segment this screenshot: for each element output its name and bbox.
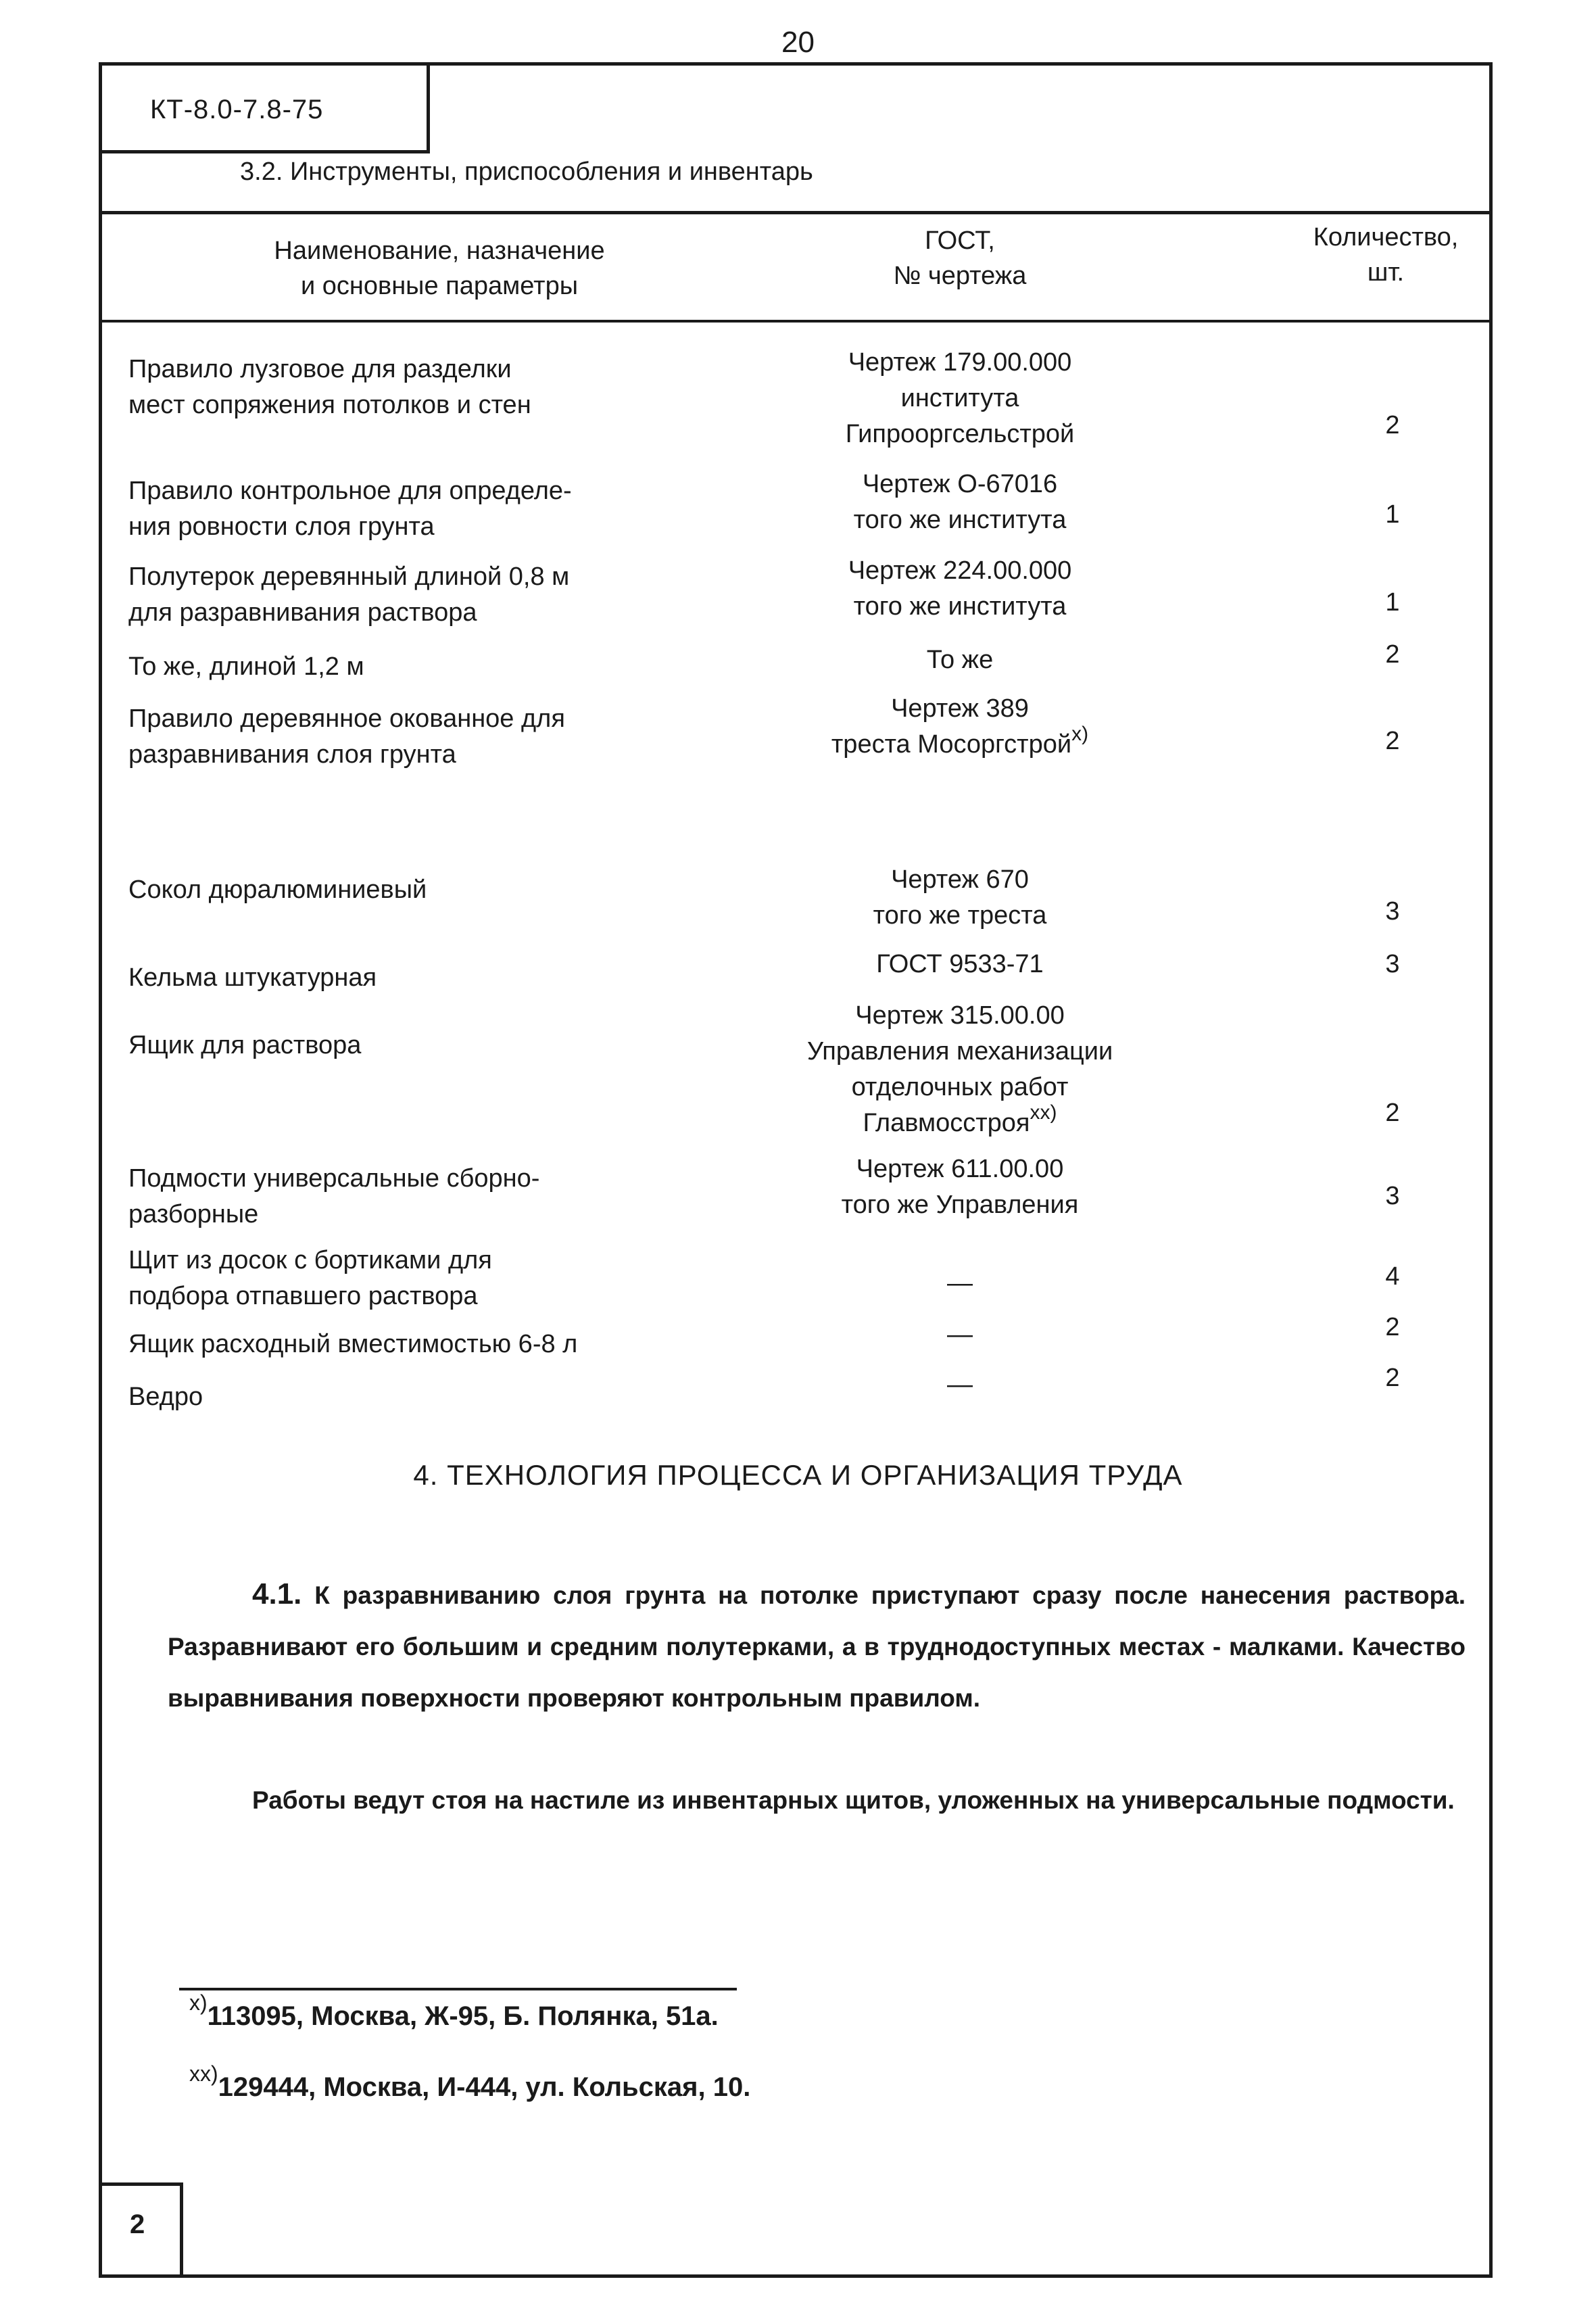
row-5-gost [764,691,1156,764]
footnote-2 [189,2061,751,2103]
row-gost-line: Чертеж 611.00.00 [856,1155,1064,1183]
row-1-name [128,352,737,423]
row-3-qty: 1 [1385,588,1400,617]
row-gost-text: треста Мосоргстрой [831,730,1072,759]
row-8-name: Ящик для раствора [128,1031,362,1059]
row-gost-line: Чертеж 315.00.00 [855,1001,1065,1030]
row-6-qty: 3 [1385,897,1400,926]
row-gost-line: института [900,384,1019,412]
row-gost-line [764,723,1156,764]
row-name-line: разборные [128,1200,259,1228]
row-name-line: мест сопряжения потолков и стен [128,391,531,419]
header-name-line: Наименование, назначение [274,237,605,265]
page-number: 20 [781,26,815,59]
row-11-gost: — [947,1320,973,1349]
row-gost-text: Главмосстроя [863,1109,1030,1137]
section-4-heading: 4. ТЕХНОЛОГИЯ ПРОЦЕССА И ОРГАНИЗАЦИЯ ТРУДА [413,1459,1183,1491]
paragraph-work: Работы ведут стоя на настиле из инвентарных щитов, уложенных на универсальные подмости. [252,1786,1455,1814]
row-7-qty: 3 [1385,950,1400,978]
row-name-line: подбора отпавшего раствора [128,1282,478,1310]
row-2-qty: 1 [1385,500,1400,529]
row-3-gost [764,553,1156,625]
row-gost-line: Гипрооргсельстрой [845,420,1075,448]
header-name [135,233,744,304]
row-10-qty: 4 [1385,1262,1400,1291]
header-name-line: и основные параметры [300,272,579,300]
footnote-text: 113095, Москва, Ж-95, Б. Полянка, 51а. [207,2001,719,2031]
footnote-mark: x) [189,1990,208,2015]
row-4-qty: 2 [1385,640,1400,669]
row-11-qty: 2 [1385,1313,1400,1341]
table-header-rule [99,320,1493,323]
row-7-name: Кельма штукатурная [128,963,377,992]
row-1-qty: 2 [1385,411,1400,439]
row-8-qty: 2 [1385,1099,1400,1127]
row-11-name: Ящик расходный вместимостью 6-8 л [128,1330,578,1358]
footnote-mark: xx) [189,2061,218,2086]
row-1-gost [764,345,1156,452]
row-name-line: Подмости универсальные сборно- [128,1164,540,1193]
header-qty-line: шт. [1367,258,1405,287]
row-9-qty: 3 [1385,1182,1400,1210]
header-qty [1284,220,1487,290]
row-gost-line: Чертеж 389 [891,694,1029,723]
row-name-line: Полутерок деревянный длиной 0,8 м [128,563,570,591]
row-2-name [128,473,737,545]
row-gost-line: Чертеж 224.00.000 [848,556,1072,585]
row-4-name: То же, длиной 1,2 м [128,652,364,681]
paragraph-text: К разравниванию слоя грунта на потолке приступают сразу после нанесения раствора. Разравнивают его большим и средним полутерками, а в труднодоступных местах - малками. Качество выравнивания поверхности проверяют контрольным правилом. [168,1581,1466,1712]
row-4-gost: То же [926,646,994,674]
paragraph-4-1 [168,1569,1466,1724]
row-name-line: Щит из досок с бортиками для [128,1246,492,1274]
row-3-name [128,559,737,631]
header-gost-line: ГОСТ, [925,226,995,255]
document-code: КТ-8.0-7.8-75 [150,95,324,124]
row-name-line: для разравнивания раствора [128,598,477,627]
row-gost-line: отделочных работ [851,1073,1069,1101]
row-12-name: Ведро [128,1383,203,1411]
row-7-gost: ГОСТ 9533-71 [876,950,1044,978]
section-title: 3.2. Инструменты, приспособления и инвентарь [240,158,813,186]
row-5-name [128,701,737,773]
row-6-gost [764,862,1156,934]
header-gost-line: № чертежа [893,262,1027,290]
row-gost-line: того же института [853,592,1067,621]
row-gost-line: Чертеж 670 [891,865,1029,894]
row-name-line: разравнивания слоя грунта [128,740,456,769]
row-gost-line: того же института [853,506,1067,534]
row-8-gost [764,998,1156,1143]
row-10-gost: — [947,1269,973,1297]
footnote-text: 129444, Москва, И-444, ул. Кольская, 10. [218,2072,751,2102]
row-gost-line: того же треста [873,901,1047,930]
row-name-line: ния ровности слоя грунта [128,512,435,541]
header-gost [764,223,1156,293]
row-name-line: Правило деревянное окованное для [128,705,565,733]
table-top-rule [99,211,1493,214]
row-10-name [128,1243,737,1314]
row-9-gost [764,1151,1156,1223]
row-5-qty: 2 [1385,727,1400,755]
footnote-1 [189,1990,719,2032]
footnote-ref-x: x) [1071,723,1089,745]
paragraph-number: 4.1. [252,1577,302,1610]
row-gost-line: Управления механизации [806,1037,1113,1066]
row-gost-line: Чертеж О-67016 [862,470,1058,498]
row-gost-line: того же Управления [841,1191,1079,1219]
row-12-gost: — [947,1370,973,1399]
row-2-gost [764,467,1156,538]
row-6-name: Сокол дюралюминиевый [128,876,427,904]
footnote-ref-xx: xx) [1030,1101,1057,1124]
footnote-separator [179,1988,737,1990]
row-name-line: Правило лузговое для разделки [128,355,512,383]
row-12-qty: 2 [1385,1364,1400,1392]
sheet-number: 2 [130,2210,145,2239]
row-gost-line: Чертеж 179.00.000 [848,348,1072,377]
row-name-line: Правило контрольное для определе- [128,477,572,505]
row-gost-line [764,1101,1156,1143]
header-qty-line: Количество, [1313,223,1459,252]
row-9-name [128,1161,737,1233]
